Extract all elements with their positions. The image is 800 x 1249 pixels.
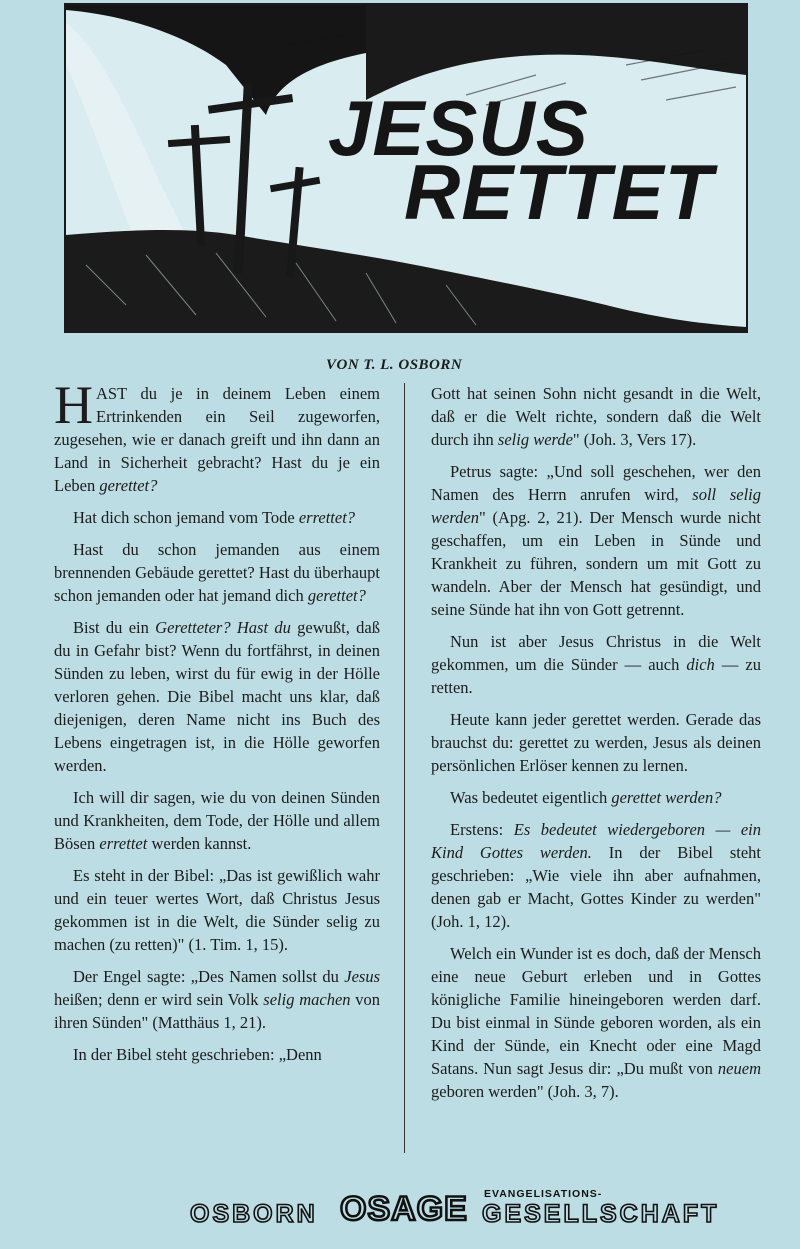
title-rettet: RETTET: [404, 148, 714, 236]
paragraph: Nun ist aber Jesus Christus in die Welt gekommen, um die Sünder — auch dich — zu retten.: [431, 632, 761, 697]
drop-cap: H: [54, 375, 93, 435]
footer-gesellschaft: GESELLSCHAFT: [482, 1200, 720, 1228]
paragraph: Was bedeutet eigentlich gerettet werden?: [450, 788, 722, 807]
footer-osborn: OSBORN: [190, 1200, 318, 1228]
paragraph: Erstens: Es bedeutet wiedergeboren — ein Kind Gottes werden. In der Bibel steht geschrieben: „Wie viele ihn aber aufnahmen, denen gab er Macht, Gottes Kinder zu werden" (Joh. 1, 12).: [431, 820, 761, 931]
left-column: [54, 375, 381, 1075]
paragraph: Hast du schon jemanden aus einem brennenden Gebäude gerettet? Hast du überhaupt schon jemanden oder hat jemand dich gerettet?: [54, 540, 380, 605]
paragraph: Petrus sagte: „Und soll geschehen, wer den Namen des Herrn anrufen wird, soll selig werden" (Apg. 2, 21). Der Mensch wurde nicht geschaffen, um ein Leben in Sünde und Krankheit zu führen, sondern um mit Gott zu wandeln. Aber der Mensch hat gesündigt, und seine Sünde hat ihn von Gott getrennt.: [431, 462, 761, 619]
paragraph: Bist du ein Geretteter? Hast du gewußt, daß du in Gefahr bist? Wenn du fortfährst, in deinen Sünden zu leben, wirst du für ewig in der Hölle verloren gehen. Die Bibel macht uns klar, daß diejenigen, deren Name nicht ins Buch des Lebens eingetragen ist, in die Hölle geworfen werden.: [54, 618, 380, 775]
author-byline: VON T. L. OSBORN: [326, 357, 463, 373]
right-column: [431, 382, 761, 1112]
paragraph: HAST du je in deinem Leben einem Ertrinkenden ein Seil zugeworfen, zugesehen, wie er danach greift und ihn dann an Land in Sicherheit gebracht? Hast du je ein Leben gerettet?: [54, 375, 380, 495]
publisher-footer: [190, 1188, 760, 1232]
paragraph: Welch ein Wunder ist es doch, daß der Mensch eine neue Geburt erleben und in Gottes königliche Familie hineingeboren werden darf. Du bist einmal in Sünde geboren worden, als ein Kind der Sünde, ein Knecht oder eine Magd Satans. Nun sagt Jesus dir: „Du mußt von neuem geboren werden" (Joh. 3, 7).: [431, 944, 761, 1101]
paragraph: Hat dich schon jemand vom Tode errettet?: [73, 508, 356, 527]
header-illustration: [64, 3, 748, 333]
osage-logo: OSAGE: [340, 1190, 468, 1228]
paragraph: Ich will dir sagen, wie du von deinen Sünden und Krankheiten, dem Tode, der Hölle und allem Bösen errettet werden kannst.: [54, 788, 380, 853]
column-divider: [404, 383, 405, 1153]
paragraph: Der Engel sagte: „Des Namen sollst du Jesus heißen; denn er wird sein Volk selig machen von ihren Sünden" (Matthäus 1, 21).: [54, 967, 381, 1032]
paragraph: In der Bibel steht geschrieben: „Denn: [73, 1045, 322, 1064]
title-jesus: JESUS: [328, 84, 589, 172]
paragraph: Es steht in der Bibel: „Das ist gewißlich wahr und ein teuer wertes Wort, daß Christus Jesus gekommen ist in die Welt, die Sünder selig zu machen (zu retten)" (1. Tim. 1, 15).: [54, 866, 380, 954]
paragraph: Gott hat seinen Sohn nicht gesandt in die Welt, daß er die Welt richte, sondern daß die Welt durch ihn selig werde" (Joh. 3, Vers 17).: [431, 384, 761, 449]
paragraph: Heute kann jeder gerettet werden. Gerade das brauchst du: gerettet zu werden, Jesus als deinen persönlichen Erlöser kennen zu lernen.: [431, 710, 761, 775]
footer-evangelisations: EVANGELISATIONS-: [484, 1188, 603, 1200]
